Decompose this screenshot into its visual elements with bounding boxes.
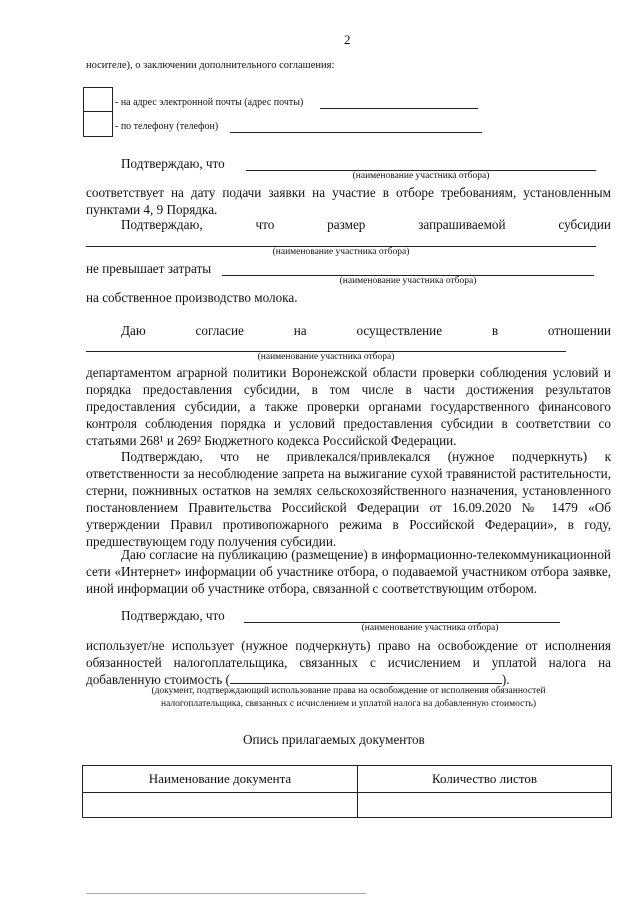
email-field[interactable] — [320, 108, 478, 109]
confirm4-body-text: использует/не использует (нужное подчеркнуть) право на освобождение от исполнения обязанностей налогоплательщика, связанных с исчислением и уплатой налога на добавленную стоимость ( — [86, 638, 611, 687]
confirm2-spread-line — [121, 217, 611, 233]
consent1-word: согласие — [195, 323, 244, 338]
confirm4-close: ). — [501, 672, 510, 687]
consent1-body: департаментом аграрной политики Воронежской области проверки соблюдения условий и порядка предоставления субсидии, в том числе в части достижения результатов предоставления субсидии, а также проверки органами государственного финансового контроля соблюдения порядка и условий предоставления субсидии в соответствии со статьями 268¹ и 269² Бюджетного кодекса Российской Федерации. — [86, 365, 611, 448]
confirm2-word: запрашиваемой — [418, 217, 506, 232]
confirm2-caption1: (наименование участника отбора) — [272, 247, 410, 257]
email-checkbox[interactable] — [83, 87, 113, 113]
consent1-caption: (наименование участника отбора) — [257, 352, 395, 362]
confirm4-body — [86, 637, 611, 688]
inventory-cell-name[interactable] — [83, 793, 358, 818]
confirm2-word: субсидии — [558, 217, 611, 232]
confirm4-doc-caption-1: (документ, подтверждающий использование права на освобождение от исполнения обязанностей — [151, 686, 546, 696]
phone-option-label: - по телефону (телефон) — [115, 121, 219, 132]
confirm2-word: что — [255, 217, 275, 232]
phone-checkbox[interactable] — [83, 111, 113, 137]
consent1-word: на — [293, 323, 307, 338]
consent1-spread-line — [121, 323, 611, 339]
confirm4-doc-caption-2: налогоплательщика, связанных с исчислением и уплатой налога на добавленную стоимость) — [160, 699, 537, 709]
confirm2-lead2: не превышает затраты — [86, 261, 212, 276]
consent1-word: осуществление — [356, 323, 443, 338]
intro-line: носителе), о заключении дополнительного соглашения: — [86, 60, 335, 71]
confirm1-caption: (наименование участника отбора) — [352, 171, 490, 181]
table-row[interactable] — [83, 793, 612, 818]
inventory-cell-sheets[interactable] — [358, 793, 612, 818]
confirm4-lead: Подтверждаю, что — [121, 608, 225, 623]
confirm1-body: соответствует на дату подачи заявки на участие в отборе требованиям, установленным пунктами 4, 9 Порядка. — [86, 185, 611, 217]
inventory-col-sheets: Количество листов — [358, 766, 612, 793]
confirm2-word: размер — [327, 217, 366, 232]
consent1-word: отношении — [547, 323, 611, 338]
confirm2-word: Подтверждаю, — [121, 217, 203, 232]
consent2-body: Даю согласие на публикацию (размещение) в информационно-телекоммуникационной сети «Интернет» информации об участнике отбора, о подаваемой участником отбора заявке, иной информации об участнике отбора, связанной с соответствующим отбором. — [86, 547, 611, 596]
confirm4-caption: (наименование участника отбора) — [361, 623, 499, 633]
consent1-word: в — [491, 323, 499, 338]
confirm2-caption2: (наименование участника отбора) — [339, 276, 477, 286]
phone-field[interactable] — [230, 132, 482, 133]
inventory-title: Опись прилагаемых документов — [243, 732, 425, 747]
confirm4-document-field[interactable] — [230, 671, 502, 684]
confirm3-body: Подтверждаю, что не привлекался/привлекался (нужное подчеркнуть) к ответственности за несоблюдение запрета на выжигание сухой травянистой растительности, стерни, пожнивных остатков на землях сельскохозяйственного назначения, установленного постановлением Правительства Российской Федерации от 16.09.2020 № 1479 «Об утверждении Правил противопожарного режима в Российской Федерации», в году, предшествующем году получения субсидии. — [86, 449, 611, 549]
confirm2-body: на собственное производство молока. — [86, 290, 298, 305]
inventory-header-row — [83, 766, 612, 793]
inventory-table — [82, 765, 612, 818]
email-option-label: - на адрес электронной почты (адрес почты) — [115, 97, 304, 108]
footer-divider — [86, 893, 366, 894]
confirm1-lead: Подтверждаю, что — [121, 156, 225, 171]
inventory-col-name: Наименование документа — [83, 766, 358, 793]
page-number: 2 — [344, 32, 351, 47]
consent1-word: Даю — [121, 323, 146, 338]
